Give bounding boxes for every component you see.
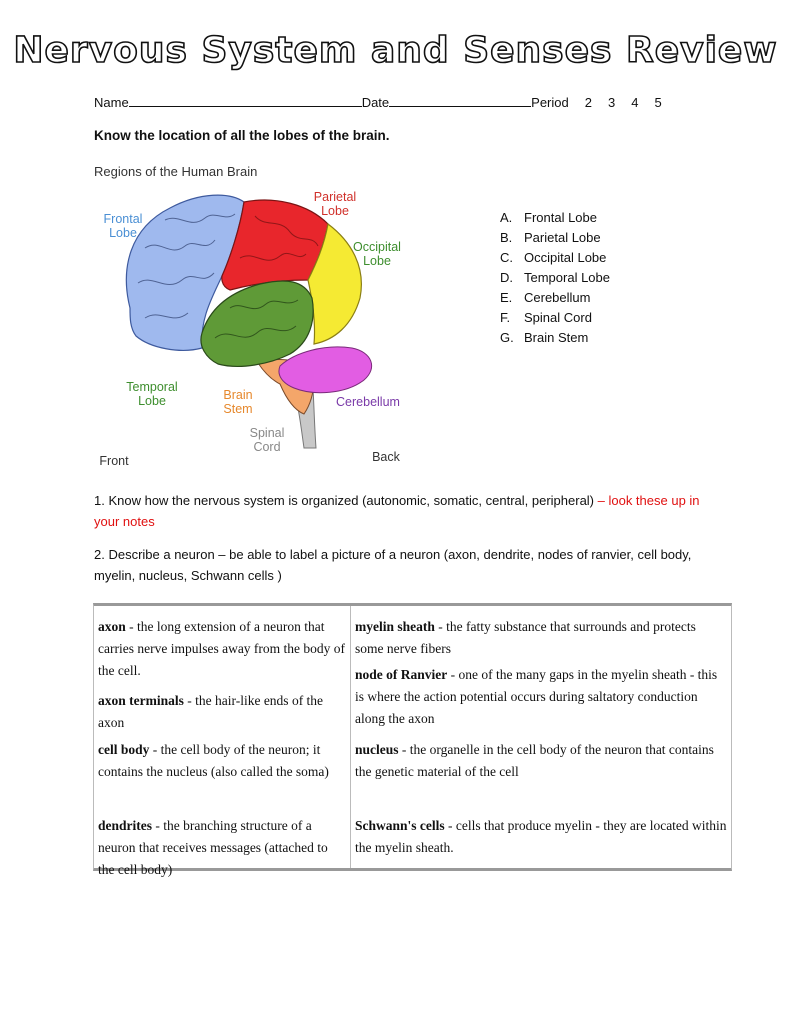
table-row: nucleus - the organelle in the cell body of the neuron that contains the genetic material of the cell: [355, 742, 714, 779]
table-column-left: [94, 606, 351, 877]
list-item: B. Parietal Lobe: [500, 230, 601, 245]
list-item: A. Frontal Lobe: [500, 210, 597, 225]
table-row: cell body - the cell body of the neuron; it contains the nucleus (also called the soma): [98, 742, 329, 779]
label-parietal: Parietal Lobe: [313, 190, 357, 218]
name-date-period-line: [94, 94, 662, 110]
temporal-lobe-shape: [201, 281, 313, 366]
label-spinal-cord: Spinal Cord: [249, 426, 285, 454]
label-back: Back: [372, 450, 400, 464]
page-title: Nervous System and Senses Review: [13, 30, 778, 71]
period-option[interactable]: 3: [607, 95, 616, 110]
date-label: Date: [361, 95, 390, 110]
date-blank[interactable]: [389, 94, 531, 107]
table-row: myelin sheath - the fatty substance that surrounds and protects some nerve fibers: [355, 619, 696, 656]
cerebellum-shape: [279, 347, 372, 393]
period-label: Period: [531, 95, 569, 110]
table-row: node of Ranvier - one of the many gaps in the myelin sheath - this is where the action potential occurs during saltatory conduction along the axon: [355, 667, 718, 726]
table-row: Schwann's cells - cells that produce myelin - they are located within the myelin sheath.: [355, 818, 727, 855]
question-1-note: – look these up in your notes: [94, 493, 700, 529]
label-temporal: Temporal Lobe: [126, 380, 178, 408]
label-frontal: Frontal Lobe: [103, 212, 143, 240]
question-2: 2. Describe a neuron – be able to label a picture of a neuron (axon, dendrite, nodes of ranvier, cell body, myelin, nucleus, Schwann cells ): [94, 547, 692, 583]
diagram-title: Regions of the Human Brain: [94, 164, 258, 179]
label-front: Front: [99, 454, 129, 468]
brain-diagram: [90, 158, 430, 478]
name-label: Name: [94, 95, 129, 110]
name-blank[interactable]: [129, 94, 362, 107]
table-row: axon - the long extension of a neuron that carries nerve impulses away from the body of the cell.: [98, 619, 346, 678]
neuron-definitions-table: [93, 603, 732, 877]
period-option[interactable]: 5: [654, 95, 662, 110]
list-item: E. Cerebellum: [500, 290, 591, 305]
table-row: dendrites - the branching structure of a neuron that receives messages (attached to the cell body): [98, 818, 328, 877]
period-option[interactable]: 4: [631, 95, 639, 110]
list-item: G. Brain Stem: [500, 330, 589, 345]
list-item: C. Occipital Lobe: [500, 250, 607, 265]
question-1: 1. Know how the nervous system is organized (autonomic, somatic, central, peripheral) – look these up in your notes: [94, 493, 700, 529]
lobes-heading: Know the location of all the lobes of the brain.: [94, 128, 390, 143]
table-row: axon terminals - the hair-like ends of the axon: [98, 693, 324, 730]
lobe-answer-list: [500, 208, 610, 348]
label-brain-stem: Brain Stem: [223, 388, 253, 416]
period-option[interactable]: 2: [584, 95, 592, 110]
list-item: D. Temporal Lobe: [500, 270, 610, 285]
label-occipital: Occipital Lobe: [353, 240, 401, 268]
label-cerebellum: Cerebellum: [336, 395, 400, 409]
list-item: F. Spinal Cord: [500, 310, 592, 325]
table-column-right: [351, 606, 731, 868]
